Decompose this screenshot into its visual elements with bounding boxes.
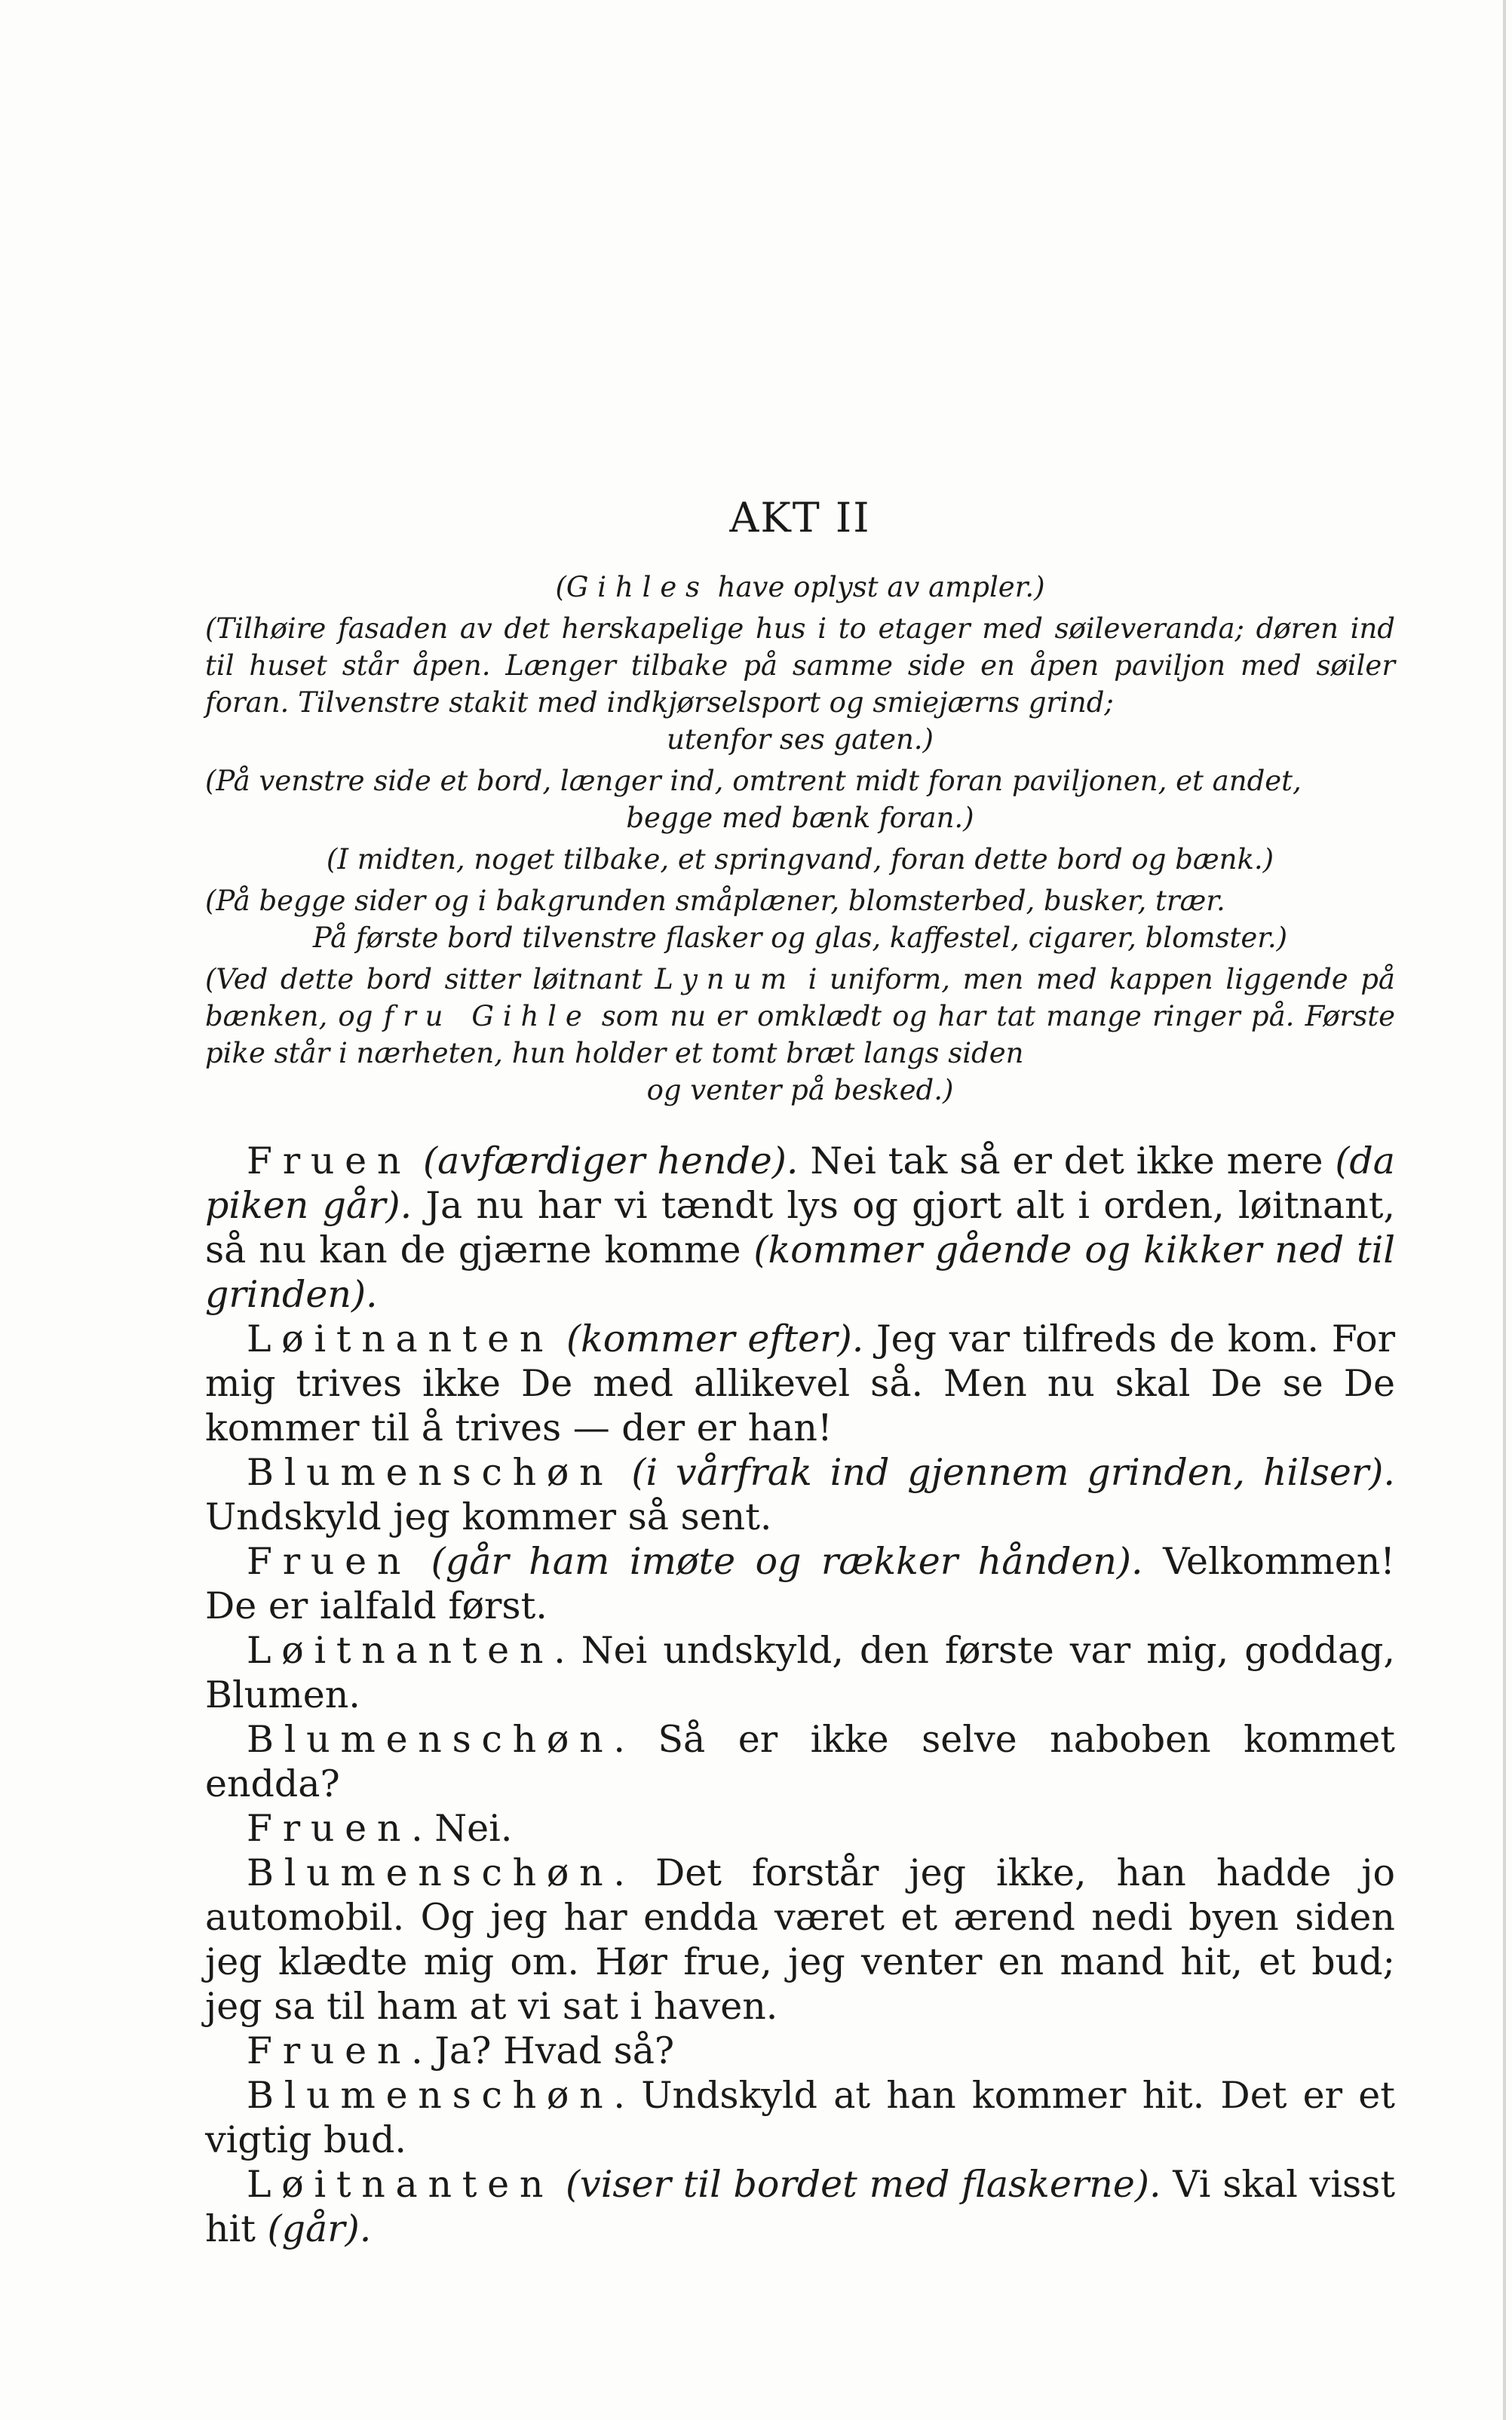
dialogue-paragraph [205,1539,1395,1628]
stage-action: (går ham imøte og rækker hånden). [431,1540,1143,1583]
spaced-name: Lynum [655,963,796,995]
spoken-text: Velkommen! De er ialfald først. [205,1540,1395,1627]
spoken-text: Ja nu har vi tændt lys og gjort alt i orden, løitnant, så nu kan de gjærne komme [205,1184,1395,1271]
stage-action: (avfærdiger hende). [423,1139,799,1182]
stage-action: (viser til bordet med flaskerne). [565,2163,1161,2206]
speaker-name: Løitnanten [247,1317,554,1360]
speaker-name: Løitnanten [247,2163,554,2206]
dialogue-paragraph [205,1450,1395,1539]
spoken-text: . Det forstår jeg ikke, han hadde jo automobil. Og jeg har endda været et ærend nedi byen siden jeg klædte mig om. Hør frue, jeg venter en mand hit, et bud; jeg sa til ham at vi sat i haven. [205,1851,1395,2028]
speaker-name: Fruen [247,1139,412,1182]
spoken-text: . Så er ikke selve naboben kommet endda? [205,1718,1395,1805]
speaker-name: Fruen [247,1807,412,1850]
stage-action: (går). [267,2207,372,2250]
dialogue-paragraph [205,1628,1395,1717]
speaker-name: Blumenschøn [247,2074,614,2117]
stage-action: (da piken går). [205,1139,1396,1227]
spoken-text [554,2163,566,2206]
speaker-name: Fruen [247,1540,412,1583]
dialogue-paragraph [205,2162,1395,2251]
spoken-text: . Nei. [411,1807,513,1850]
stage-action: (kommer efter). [566,1317,864,1360]
spoken-text: Vi skal visst hit [205,2163,1396,2250]
speaker-name: Fruen [247,2029,412,2072]
dialogue-paragraph [205,2073,1395,2162]
speaker-name: Blumenschøn [247,1718,614,1761]
stage-direction: (Gihles have oplyst av ampler.) [555,571,1045,603]
spoken-text [411,1540,431,1583]
spoken-text [554,1317,566,1360]
stage-direction: (På begge sider og i bakgrunden småplæner, blomsterbed, busker, trær. På første bord tilvenstre flasker og glas, kaffestel, cigarer, blomster.) [205,885,1288,954]
spoken-text [411,1139,423,1182]
dialogue [205,1139,1395,2251]
text-column [205,494,1395,2251]
page-edge-shadow [1503,0,1506,2420]
spaced-name: fru Gihle [383,1000,591,1032]
spoken-text: Undskyld jeg kommer så sent. [205,1495,772,1538]
speaker-name: Blumenschøn [247,1851,614,1894]
spoken-text: . Nei undskyld, den første var mig, goddag, Blumen. [205,1629,1395,1716]
dialogue-paragraph [205,1717,1395,1806]
stage-direction: (På venstre side et bord, længer ind, omtrent midt foran paviljonen, et andet, begge med bænk foran.) [205,765,1302,834]
spoken-text: . Undskyld at han kommer hit. Det er et vigtig bud. [205,2074,1395,2161]
stage-action: (kommer gående og kikker ned til grinden). [205,1228,1395,1316]
stage-direction: (I midten, noget tilbake, et springvand, foran dette bord og bænk.) [326,843,1274,876]
spaced-name: Gihles [566,571,709,603]
dialogue-paragraph [205,1806,1395,1851]
speaker-name: Løitnanten [247,1629,554,1672]
spoken-text [613,1451,631,1494]
dialogue-paragraph [205,1317,1395,1450]
stage-action: (i vårfrak ind gjennem grinden, hilser). [631,1451,1395,1494]
dialogue-paragraph [205,1139,1395,1317]
stage-direction: (Ved dette bord sitter løitnant Lynum i uniform, men med kappen liggende på bænken, og fru Gihle som nu er omklædt og har tat mange ringer på. Første pike står i nærheten, hun holder et tomt bræt langs siden og venter på besked.) [205,963,1395,1106]
act-title: AKT II [729,494,871,541]
spoken-text: . Ja? Hvad så? [411,2029,675,2072]
speaker-name: Blumenschøn [247,1451,614,1494]
dialogue-paragraph [205,1851,1395,2029]
stage-direction: (Tilhøire fasaden av det herskapelige hus i to etager med søileveranda; døren ind til huset står åpen. Længer tilbake på samme side en åpen paviljon med søiler foran. Tilvenstre stakit med indkjørselsport og smiejærns grind; utenfor ses gaten.) [205,612,1395,756]
dialogue-paragraph [205,2029,1395,2073]
spoken-text: Nei tak så er det ikke mere [798,1139,1336,1182]
spoken-text: Jeg var tilfreds de kom. For mig trives ikke De med allikevel så. Men nu skal De se De kommer til å trives — der er han! [205,1317,1395,1449]
